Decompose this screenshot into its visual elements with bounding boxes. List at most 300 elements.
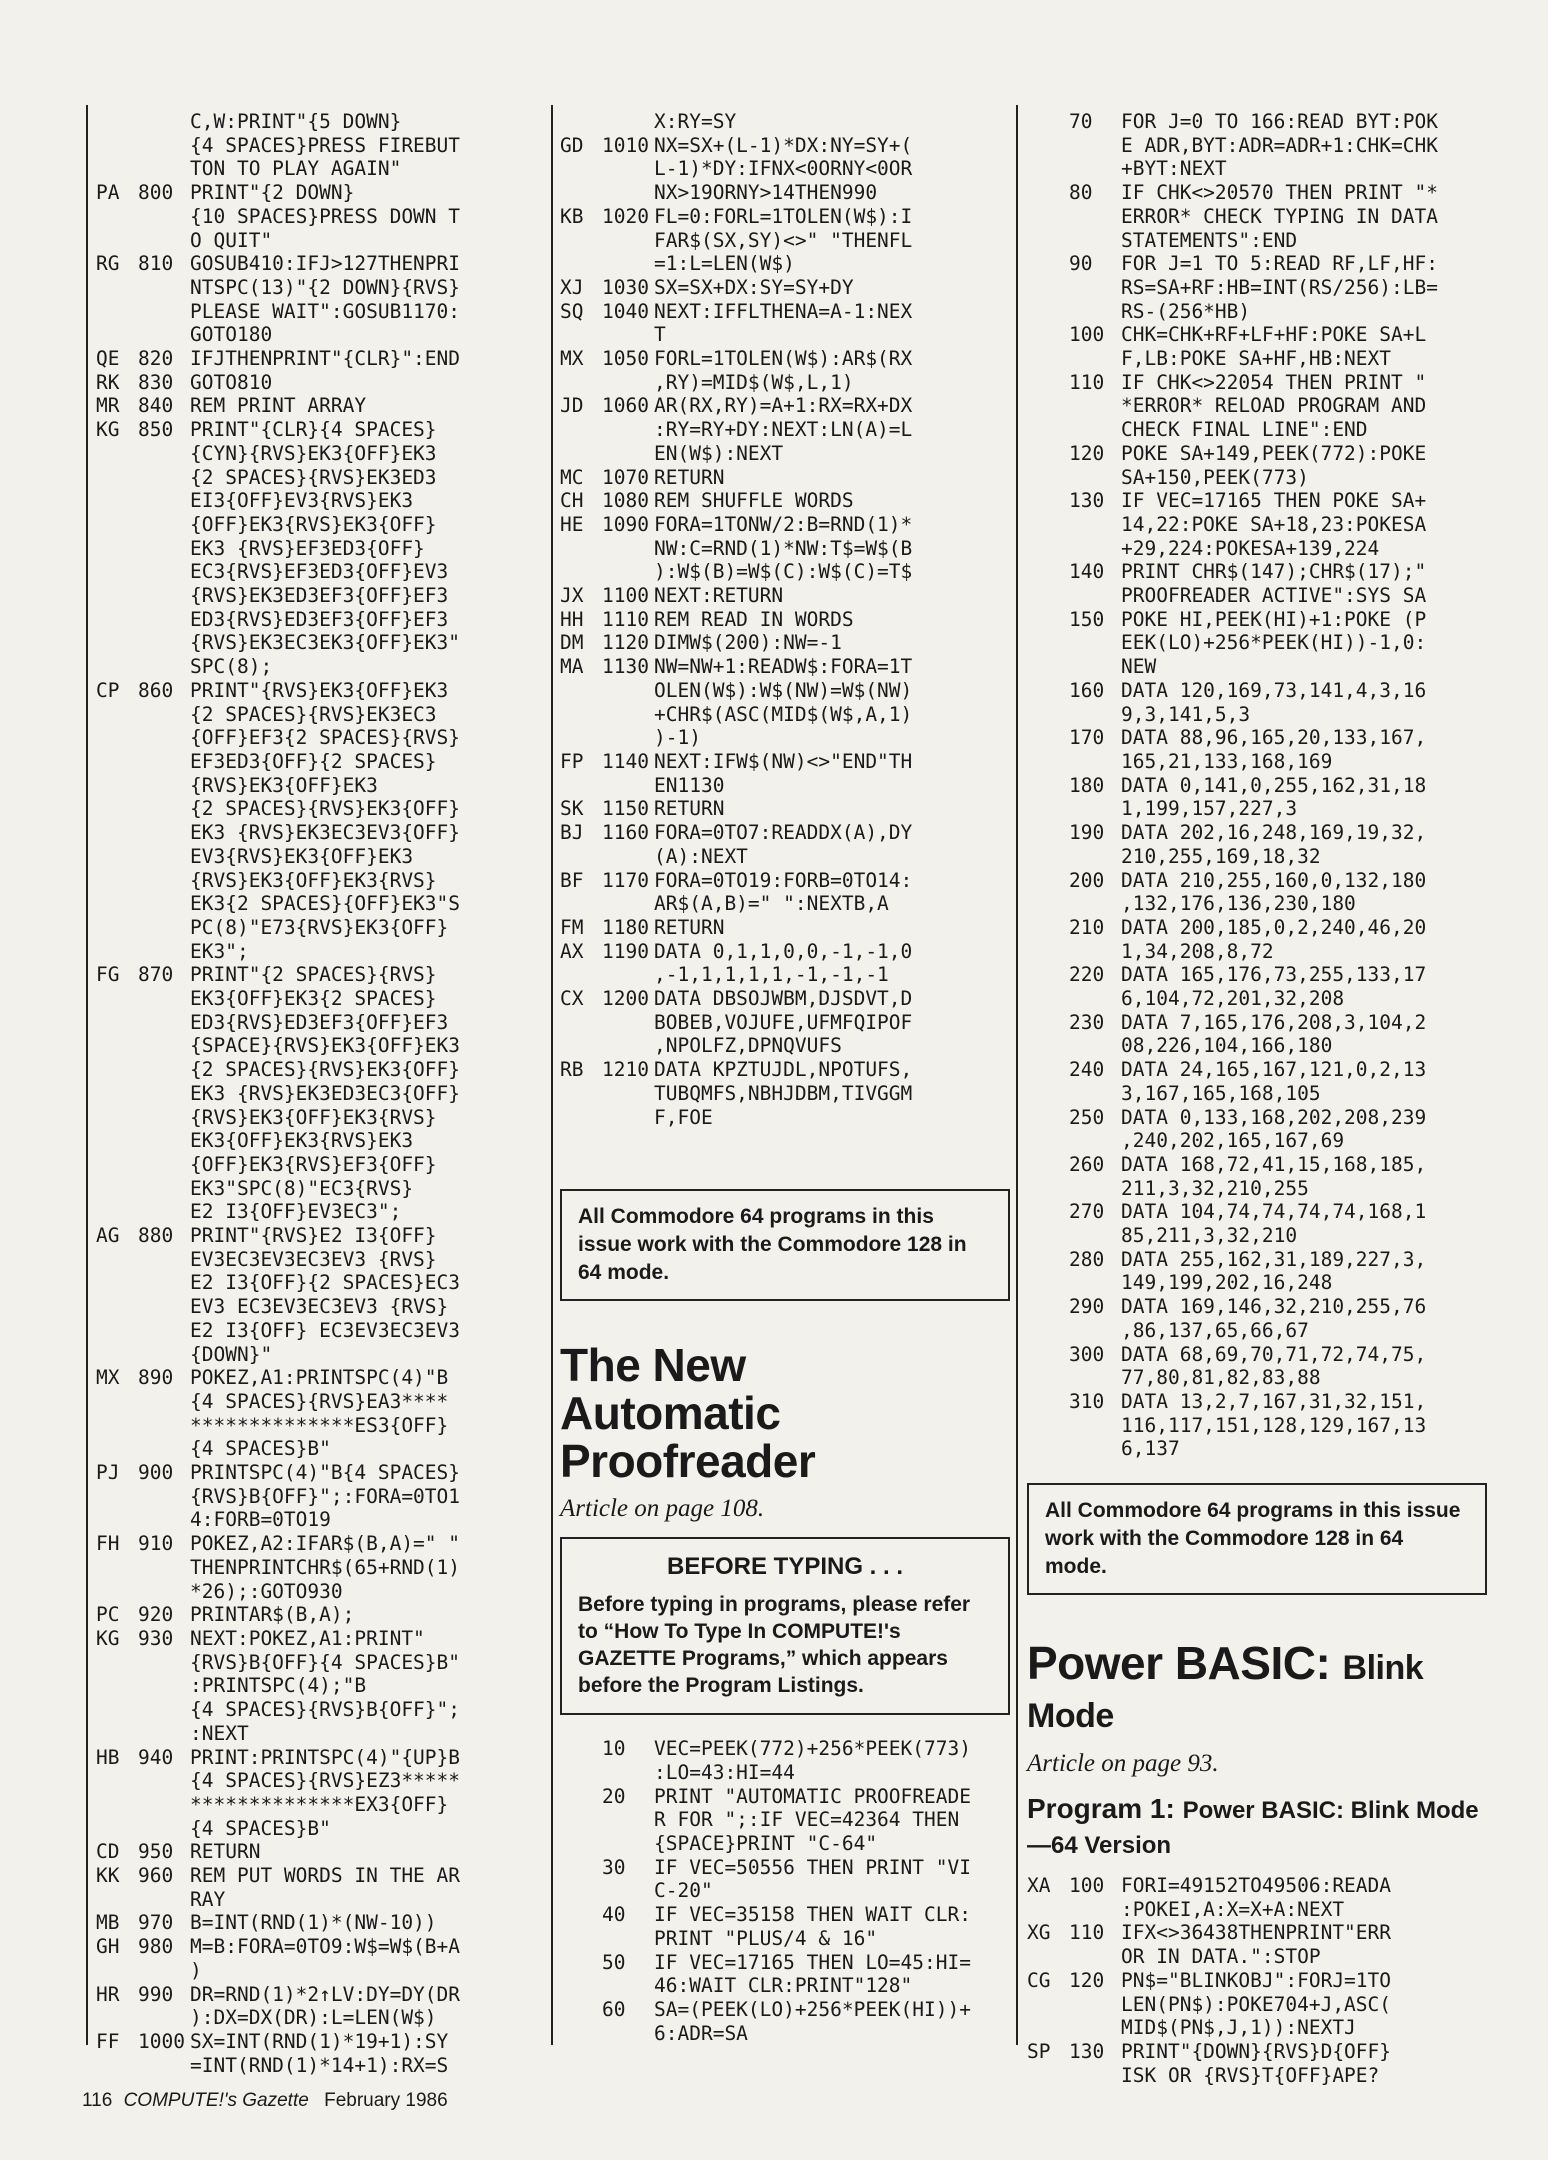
code-text: EK3{OFF}EK3{2 SPACES}	[190, 987, 437, 1011]
code-line	[560, 1879, 1010, 1903]
checksum: HH	[560, 607, 584, 631]
line-number	[1069, 300, 1121, 324]
checksum: KG	[96, 1627, 120, 1650]
line-number	[602, 726, 654, 750]
checksum	[560, 1808, 602, 1832]
checksum	[96, 513, 138, 537]
line-number	[138, 1271, 190, 1295]
line-number	[1069, 1319, 1121, 1343]
checksum: MX	[560, 347, 584, 371]
code-text: PRINT "AUTOMATIC PROOFREADE	[654, 1784, 971, 1808]
code-line	[96, 442, 548, 466]
code-text: IFX<>36438THENPRINT"ERR	[1121, 1921, 1392, 1945]
checksum	[1027, 916, 1069, 940]
code-line	[1027, 916, 1487, 940]
checksum	[560, 229, 602, 253]
code-line	[96, 1129, 548, 1153]
code-line	[96, 631, 548, 655]
checksum	[1027, 1414, 1069, 1438]
code-text: RS-(256*HB)	[1121, 299, 1251, 323]
code-text: NEXT:IFW$(NW)<>"END"TH	[654, 749, 913, 773]
code-line	[96, 726, 548, 750]
code-text: SPC(8);	[190, 655, 273, 679]
code-text: 6,104,72,201,32,208	[1121, 987, 1345, 1011]
line-number	[138, 1580, 190, 1604]
code-text: EK3 {RVS}EK3EC3EV3{OFF}	[190, 821, 461, 845]
line-number: 970	[138, 1911, 174, 1935]
code-text: EN(W$):NEXT	[654, 441, 784, 465]
checksum	[96, 1769, 138, 1793]
line-number	[138, 1153, 190, 1177]
line-number	[138, 892, 190, 916]
checksum	[1027, 1153, 1069, 1177]
code-text: ,RY)=MID$(W$,L,1)	[654, 370, 854, 394]
code-text: FORA=1TONW/2:B=RND(1)*	[654, 512, 913, 536]
code-text: 149,199,202,16,248	[1121, 1271, 1333, 1295]
code-line	[96, 1722, 548, 1746]
code-text: E ADR,BYT:ADR=ADR+1:CHK=CHK	[1121, 133, 1438, 157]
code-text: REM SHUFFLE WORDS	[654, 489, 854, 513]
code-line	[560, 1058, 1010, 1082]
code-text: 85,211,3,32,210	[1121, 1224, 1298, 1248]
line-number	[138, 157, 190, 181]
code-text: +BYT:NEXT	[1121, 157, 1227, 181]
line-number	[602, 418, 654, 442]
checksum: MC	[560, 465, 584, 489]
code-line	[560, 1808, 1010, 1832]
code-text: PN$="BLINKOBJ":FORJ=1TO	[1121, 1968, 1392, 1992]
checksum	[96, 1011, 138, 1035]
checksum	[1027, 797, 1069, 821]
code-line	[96, 1651, 548, 1675]
column-1	[96, 110, 548, 2077]
line-number	[138, 1248, 190, 1272]
code-line	[1027, 1106, 1487, 1130]
code-line	[1027, 2016, 1487, 2040]
checksum	[96, 940, 138, 964]
checksum	[1027, 466, 1069, 490]
line-number: 150	[1069, 607, 1105, 631]
code-line	[1027, 2040, 1487, 2064]
code-text: E2 I3{OFF}EV3EC3";	[190, 1200, 402, 1224]
code-text: PRINTSPC(4)"B{4 SPACES}	[190, 1461, 461, 1485]
code-line	[1027, 1034, 1487, 1058]
line-number: 1210	[602, 1058, 649, 1082]
line-number	[138, 134, 190, 158]
checksum	[560, 1856, 602, 1880]
code-line	[560, 134, 1010, 158]
code-line	[1027, 1390, 1487, 1414]
line-number: 880	[138, 1224, 174, 1248]
code-text: {RVS}B{OFF}{4 SPACES}B"	[190, 1650, 461, 1674]
line-number	[1069, 703, 1121, 727]
line-number: 1180	[602, 915, 649, 939]
checksum	[1027, 1271, 1069, 1295]
line-number	[602, 1879, 654, 1903]
code-text: RETURN	[190, 1840, 261, 1864]
line-number	[138, 205, 190, 229]
line-number: 940	[138, 1745, 174, 1769]
line-number	[138, 1817, 190, 1841]
code-text: DATA 0,1,1,0,0,-1,-1,0	[654, 939, 913, 963]
code-line	[560, 845, 1010, 869]
code-text: {2 SPACES}{RVS}EK3ED3	[190, 465, 437, 489]
checksum	[1027, 110, 1069, 134]
code-text: {4 SPACES}{RVS}EZ3*****	[190, 1769, 461, 1793]
proofreader-title-line3: Proofreader	[560, 1435, 816, 1488]
code-line	[96, 1698, 548, 1722]
checksum	[96, 1390, 138, 1414]
checksum	[96, 323, 138, 347]
code-line	[560, 181, 1010, 205]
checksum	[96, 1200, 138, 1224]
code-text: {CYN}{RVS}EK3{OFF}EK3	[190, 441, 437, 465]
code-line	[1027, 323, 1487, 347]
checksum: HB	[96, 1745, 120, 1769]
line-number	[602, 110, 654, 134]
code-line	[560, 940, 1010, 964]
code-text: DATA 7,165,176,208,3,104,2	[1121, 1010, 1427, 1034]
checksum	[96, 205, 138, 229]
checksum	[96, 229, 138, 253]
code-text: DATA 210,255,160,0,132,180	[1121, 868, 1427, 892]
code-line	[1027, 1945, 1487, 1969]
code-text: IF CHK<>20570 THEN PRINT "*	[1121, 181, 1438, 205]
code-line	[1027, 1898, 1487, 1922]
code-text: {RVS}EK3{OFF}EK3{RVS}	[190, 1105, 437, 1129]
line-number: 100	[1069, 1874, 1105, 1898]
code-text: DATA 0,141,0,255,162,31,18	[1121, 773, 1427, 797]
code-text: T	[654, 323, 666, 347]
code-line	[96, 252, 548, 276]
code-line	[1027, 229, 1487, 253]
code-text: **************ES3{OFF}	[190, 1413, 449, 1437]
line-number	[138, 2006, 190, 2030]
code-text: PRINTAR$(B,A);	[190, 1603, 355, 1627]
code-text: VEC=PEEK(772)+256*PEEK(773)	[654, 1737, 971, 1761]
code-text: NW=NW+1:READW$:FORA=1T	[654, 655, 913, 679]
checksum	[560, 110, 602, 134]
code-text: FOR J=1 TO 5:READ RF,LF,HF:	[1121, 252, 1438, 276]
checksum	[560, 1737, 602, 1761]
line-number: 70	[1069, 110, 1093, 133]
line-number	[138, 821, 190, 845]
code-text: OLEN(W$):W$(NW)=W$(NW)	[654, 678, 913, 702]
line-number: 120	[1069, 441, 1105, 465]
line-number	[1069, 892, 1121, 916]
code-text: NW:C=RND(1)*NW:T$=W$(B	[654, 536, 913, 560]
code-line	[96, 1271, 548, 1295]
code-line	[96, 1840, 548, 1864]
code-text: STATEMENTS":END	[1121, 228, 1298, 252]
code-line	[96, 1935, 548, 1959]
checksum: HR	[96, 1982, 120, 2006]
checksum	[96, 2054, 138, 2078]
checksum	[96, 1343, 138, 1367]
code-line	[1027, 1319, 1487, 1343]
code-line	[96, 774, 548, 798]
line-number: 180	[1069, 773, 1105, 797]
checksum	[1027, 442, 1069, 466]
line-number: 800	[138, 181, 174, 205]
line-number: 50	[602, 1950, 626, 1974]
code-line	[96, 347, 548, 371]
checksum	[96, 1177, 138, 1201]
code-line	[1027, 1153, 1487, 1177]
code-text: E2 I3{OFF}{2 SPACES}EC3	[190, 1271, 461, 1295]
code-text: RETURN	[654, 465, 725, 489]
checksum	[96, 442, 138, 466]
line-number	[602, 2022, 654, 2046]
code-text: NEW	[1121, 655, 1157, 679]
code-line	[560, 892, 1010, 916]
line-number	[138, 631, 190, 655]
code-text: DATA 168,72,41,15,168,185,	[1121, 1152, 1427, 1176]
code-text: PRINT"{2 DOWN}	[190, 181, 355, 205]
checksum	[1027, 1437, 1069, 1461]
code-line	[1027, 869, 1487, 893]
column-2	[560, 110, 1010, 2045]
code-text: FAR$(SX,SY)<>" "THENFL	[654, 228, 913, 252]
code-text: PRINT"{2 SPACES}{RVS}	[190, 963, 437, 987]
checksum	[1027, 1898, 1069, 1922]
line-number: 980	[138, 1935, 174, 1959]
code-line	[560, 1761, 1010, 1785]
line-number	[602, 371, 654, 395]
code-text: {2 SPACES}{RVS}EK3{OFF}	[190, 797, 461, 821]
checksum	[96, 537, 138, 561]
code-text: {RVS}EK3{OFF}EK3{RVS}	[190, 868, 437, 892]
code-line	[96, 987, 548, 1011]
checksum	[96, 1106, 138, 1130]
code-text: {2 SPACES}{RVS}EK3EC3	[190, 702, 437, 726]
checksum	[96, 987, 138, 1011]
line-number	[1069, 2016, 1121, 2040]
code-line	[96, 1627, 548, 1651]
checksum	[1027, 1177, 1069, 1201]
code-line	[96, 1058, 548, 1082]
line-number	[602, 892, 654, 916]
line-number: 960	[138, 1864, 174, 1888]
code-line	[560, 418, 1010, 442]
code-line	[96, 845, 548, 869]
checksum	[560, 560, 602, 584]
line-number	[138, 1959, 190, 1983]
checksum	[1027, 276, 1069, 300]
checksum	[1027, 655, 1069, 679]
code-text: IF VEC=50556 THEN PRINT "VI	[654, 1855, 971, 1879]
code-text: CHK=CHK+RF+LF+HF:POKE SA+L	[1121, 323, 1427, 347]
checksum	[560, 323, 602, 347]
code-text: :LO=43:HI=44	[654, 1760, 795, 1784]
code-line	[1027, 537, 1487, 561]
code-line	[96, 1603, 548, 1627]
line-number: 80	[1069, 181, 1093, 205]
code-line	[96, 1390, 548, 1414]
checksum	[560, 1879, 602, 1903]
code-text: OR IN DATA.":STOP	[1121, 1945, 1321, 1969]
code-line	[1027, 513, 1487, 537]
code-text: GOSUB410:IFJ>127THENPRI	[190, 252, 461, 276]
code-line	[1027, 110, 1487, 134]
line-number	[1069, 750, 1121, 774]
line-number	[138, 1888, 190, 1912]
line-number: 230	[1069, 1010, 1105, 1034]
checksum	[1027, 418, 1069, 442]
line-number	[138, 229, 190, 253]
code-line	[560, 703, 1010, 727]
code-line	[560, 560, 1010, 584]
code-text: EK3{OFF}EK3{RVS}EK3	[190, 1129, 414, 1153]
code-text: ,86,137,65,66,67	[1121, 1318, 1309, 1342]
code-line	[96, 1437, 548, 1461]
checksum: AX	[560, 939, 584, 963]
code-line	[96, 466, 548, 490]
line-number	[138, 916, 190, 940]
checksum	[96, 655, 138, 679]
code-text: C-20"	[654, 1879, 713, 1903]
code-text: GOTO810	[190, 370, 273, 394]
line-number	[602, 963, 654, 987]
line-number	[138, 726, 190, 750]
code-line	[1027, 774, 1487, 798]
code-text: F,LB:POKE SA+HF,HB:NEXT	[1121, 347, 1392, 371]
line-number: 170	[1069, 726, 1105, 750]
code-text: NX>19ORNY>14THEN990	[654, 181, 878, 205]
code-line	[1027, 1969, 1487, 1993]
code-line	[560, 774, 1010, 798]
line-number: 300	[1069, 1342, 1105, 1366]
line-number	[138, 1034, 190, 1058]
code-line	[560, 1082, 1010, 1106]
code-text: E2 I3{OFF} EC3EV3EC3EV3	[190, 1318, 461, 1342]
checksum	[96, 1248, 138, 1272]
checksum: QE	[96, 347, 120, 371]
line-number	[138, 1343, 190, 1367]
line-number	[138, 774, 190, 798]
line-number: 210	[1069, 915, 1105, 939]
line-number	[602, 229, 654, 253]
code-text: ERROR* CHECK TYPING IN DATA	[1121, 204, 1438, 228]
code-text: ED3{RVS}ED3EF3{OFF}EF3	[190, 607, 449, 631]
page-footer	[82, 2090, 448, 2112]
code-line	[96, 134, 548, 158]
code-text: O QUIT"	[190, 228, 273, 252]
code-text: {SPACE}{RVS}EK3{OFF}EK3	[190, 1034, 461, 1058]
code-line	[96, 1177, 548, 1201]
line-number: 1100	[602, 584, 649, 608]
line-number	[1069, 134, 1121, 158]
checksum: FF	[96, 2029, 120, 2053]
line-number	[1069, 987, 1121, 1011]
line-number	[602, 537, 654, 561]
checksum: RK	[96, 370, 120, 394]
code-line	[96, 537, 548, 561]
code-text: {DOWN}"	[190, 1342, 273, 1366]
line-number: 30	[602, 1855, 626, 1879]
line-number	[138, 1106, 190, 1130]
line-number	[1069, 1945, 1121, 1969]
line-number	[138, 1722, 190, 1746]
line-number	[1069, 466, 1121, 490]
line-number	[138, 1769, 190, 1793]
checksum	[560, 537, 602, 561]
checksum	[96, 1129, 138, 1153]
code-text: 9,3,141,5,3	[1121, 702, 1251, 726]
code-line	[96, 1817, 548, 1841]
code-text: )	[190, 1958, 202, 1982]
checksum	[560, 1011, 602, 1035]
line-number	[602, 560, 654, 584]
code-text: EV3 EC3EV3EC3EV3 {RVS}	[190, 1295, 449, 1319]
checksum: FG	[96, 963, 120, 987]
checksum	[96, 1058, 138, 1082]
checksum: JD	[560, 394, 584, 418]
code-text: 1,199,157,227,3	[1121, 797, 1298, 821]
line-number	[138, 1295, 190, 1319]
code-line	[560, 1974, 1010, 1998]
line-number	[138, 1698, 190, 1722]
code-text: THENPRINTCHR$(65+RND(1)	[190, 1555, 461, 1579]
blink-title-small: Blink	[1342, 1649, 1424, 1688]
code-text: EK3 {RVS}EK3ED3EC3{OFF}	[190, 1081, 461, 1105]
checksum	[1027, 229, 1069, 253]
code-text: ):W$(B)=W$(C):W$(C)=T$	[654, 560, 913, 584]
line-number: 840	[138, 394, 174, 418]
checksum	[96, 1817, 138, 1841]
checksum	[560, 252, 602, 276]
code-line	[1027, 1366, 1487, 1390]
line-number: 1080	[602, 489, 649, 513]
code-line	[96, 1746, 548, 1770]
column-3	[1027, 110, 1487, 2087]
code-line	[1027, 987, 1487, 1011]
code-text: EI3{OFF}EV3{RVS}EK3	[190, 489, 414, 513]
code-text: SX=SX+DX:SY=SY+DY	[654, 275, 854, 299]
line-number	[1069, 1366, 1121, 1390]
code-text: ED3{RVS}ED3EF3{OFF}EF3	[190, 1010, 449, 1034]
line-number	[602, 1927, 654, 1951]
code-line	[1027, 750, 1487, 774]
code-line	[96, 1319, 548, 1343]
line-number: 1000	[138, 2029, 185, 2053]
checksum	[96, 2006, 138, 2030]
line-number: 260	[1069, 1152, 1105, 1176]
line-number: 110	[1069, 370, 1105, 394]
checksum: KK	[96, 1864, 120, 1888]
code-line	[96, 1793, 548, 1817]
checksum	[1027, 774, 1069, 798]
checksum	[1027, 134, 1069, 158]
code-line	[96, 560, 548, 584]
checksum: MX	[96, 1366, 120, 1390]
checksum	[96, 869, 138, 893]
code-line	[96, 1959, 548, 1983]
code-line	[560, 110, 1010, 134]
line-number: 1050	[602, 347, 649, 371]
line-number: 1040	[602, 299, 649, 323]
checksum	[1027, 845, 1069, 869]
code-line	[96, 1011, 548, 1035]
checksum	[96, 608, 138, 632]
code-text: DATA KPZTUJDL,NPOTUFS,	[654, 1058, 913, 1082]
code-text: MID$(PN$,J,1)):NEXTJ	[1121, 2016, 1356, 2040]
code-text: DATA 68,69,70,71,72,74,75,	[1121, 1342, 1427, 1366]
code-line	[96, 1414, 548, 1438]
code-line	[1027, 2064, 1487, 2088]
code-line	[96, 608, 548, 632]
code-text: 116,117,151,128,129,167,13	[1121, 1413, 1427, 1437]
